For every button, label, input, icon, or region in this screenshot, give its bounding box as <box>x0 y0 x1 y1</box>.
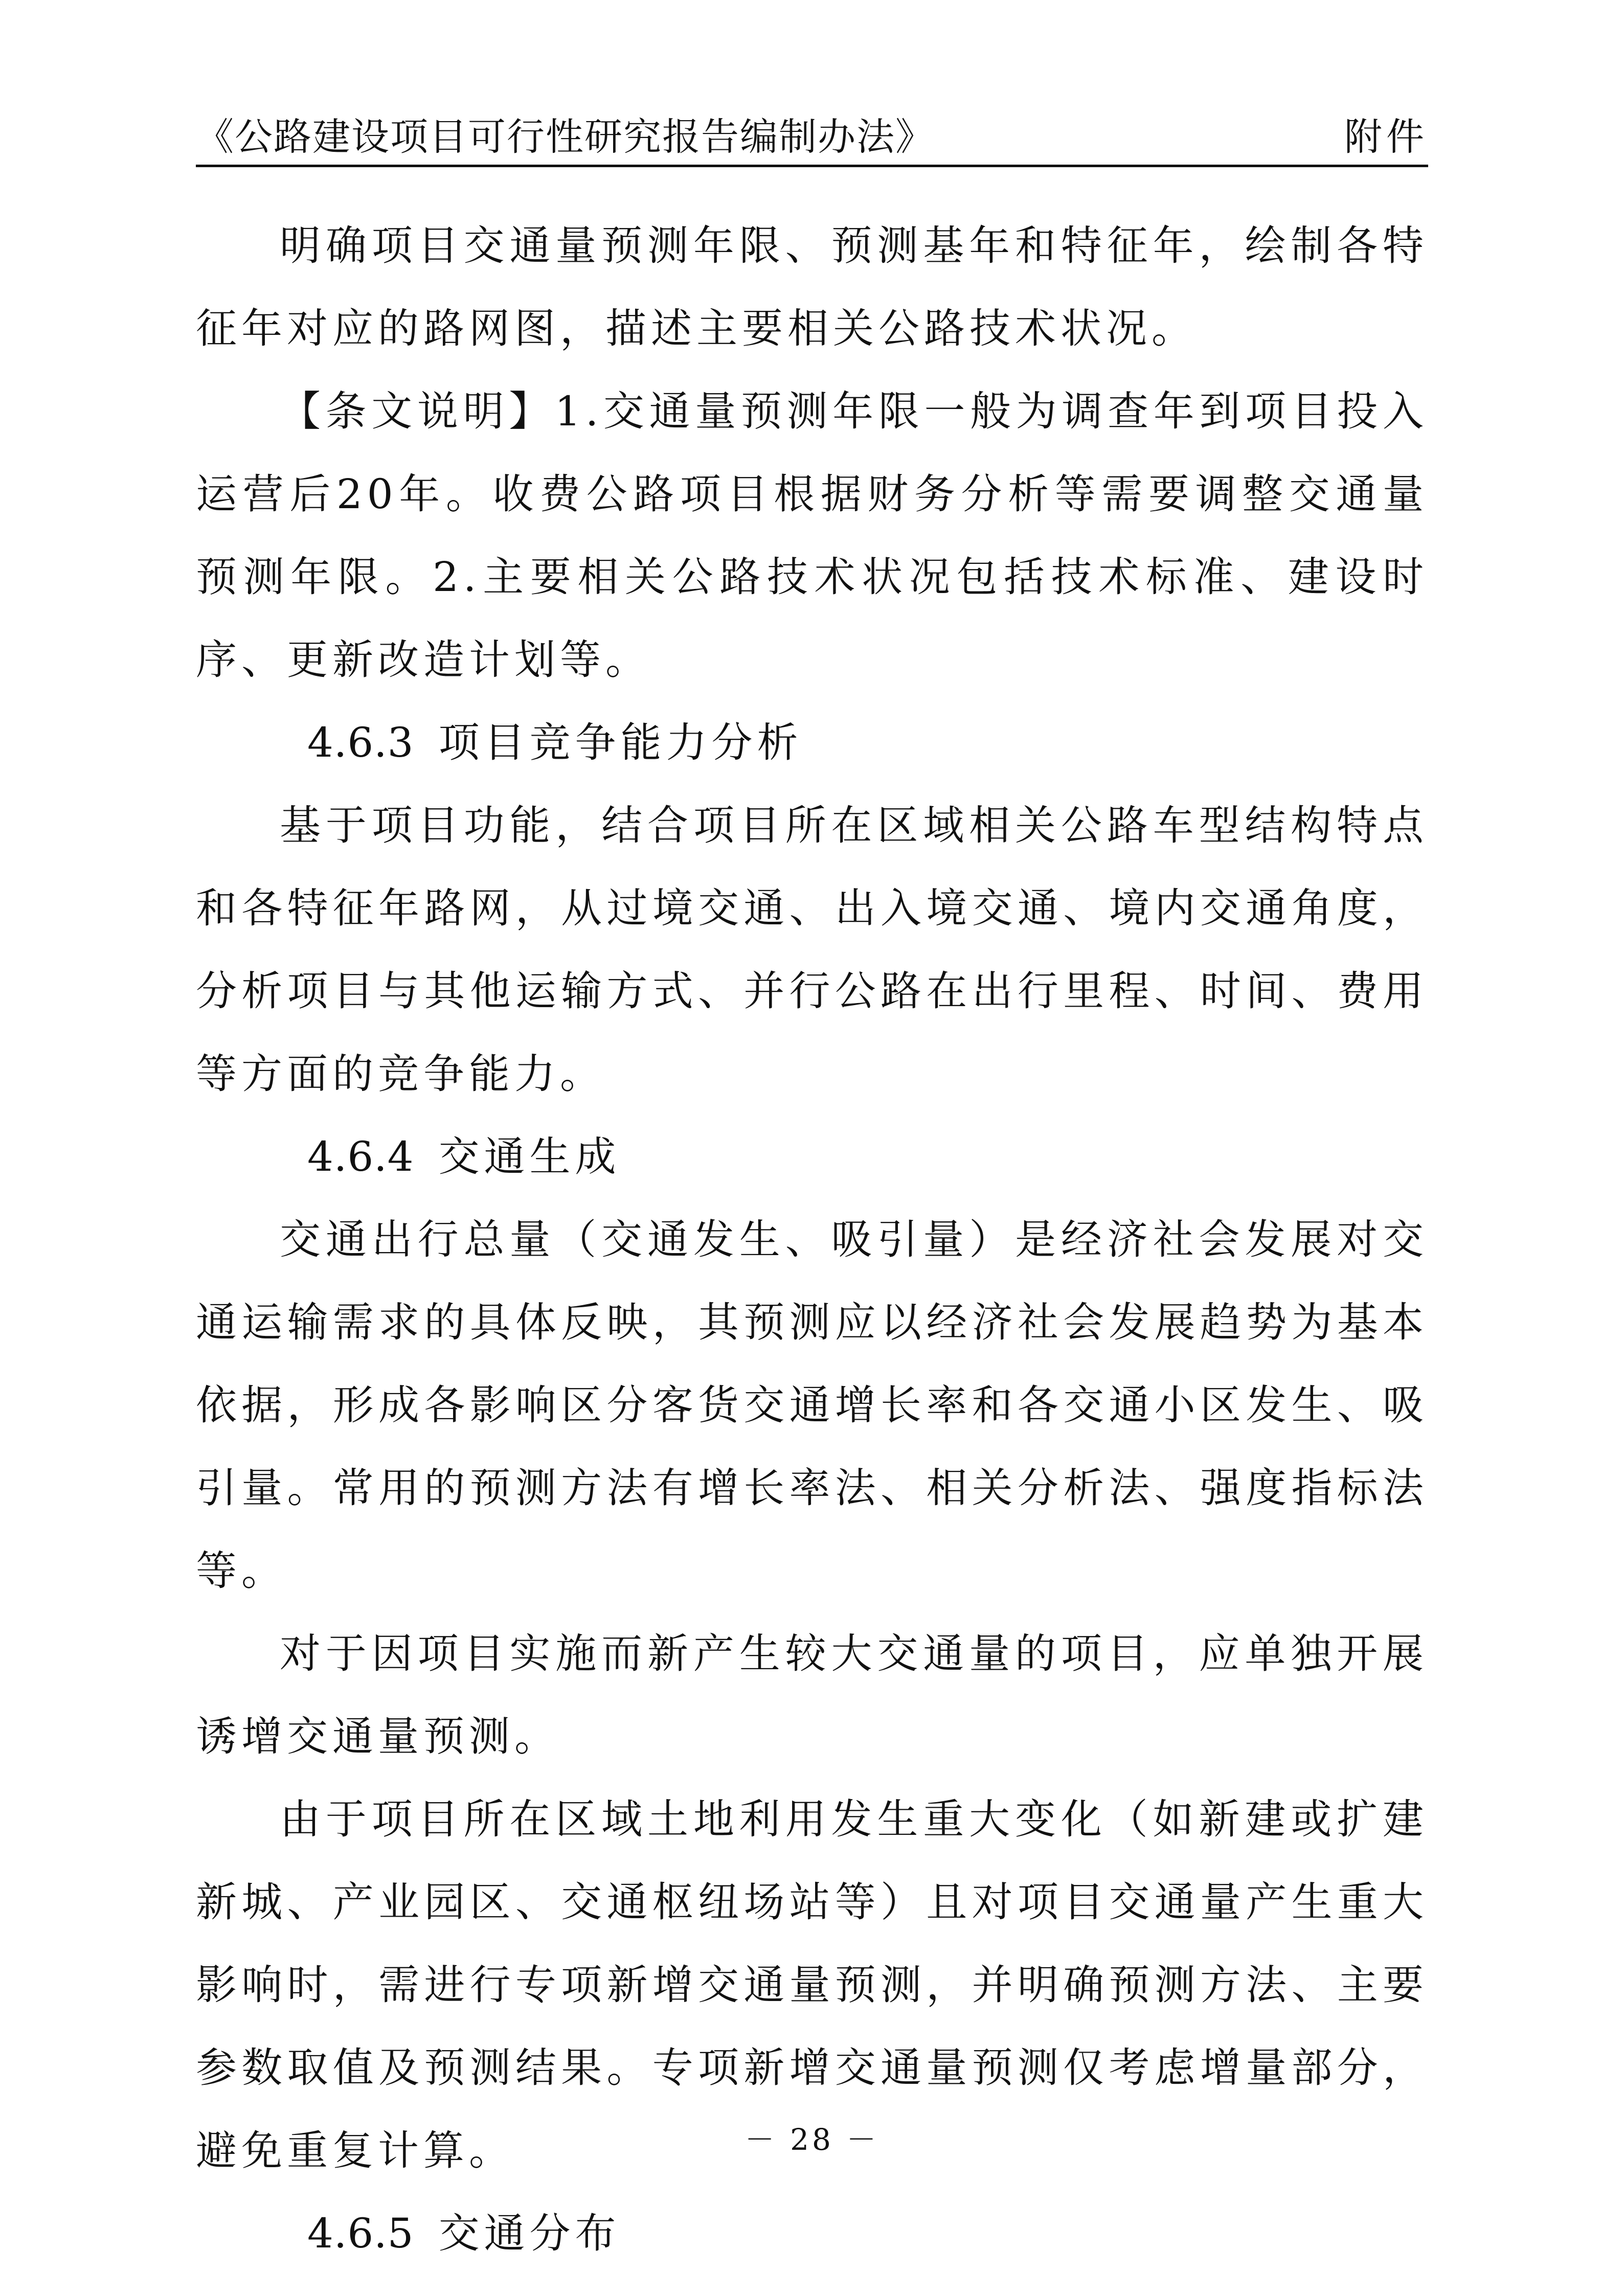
section-title: 交通生成 <box>438 1133 621 1180</box>
section-heading-4-6-4 <box>196 1116 1428 1198</box>
section-title: 项目竞争能力分析 <box>438 719 803 766</box>
paragraph-forecast-period: 明确项目交通量预测年限、预测基年和特征年，绘制各特征年对应的路网图，描述主要相关公路技术状况。 <box>196 222 1428 352</box>
section-number: 4.6.3 <box>307 719 414 766</box>
paragraph-special-new-traffic: 由于项目所在区域土地利用发生重大变化（如新建或扩建新城、产业园区、交通枢纽场站等）且对项目交通量产生重大影响时，需进行专项新增交通量预测，并明确预测方法、主要参数取值及预测结果。专项新增交通量预测仅考虑增量部分，避免重复计算。 <box>196 1795 1428 2174</box>
paragraph-clause-explanation: 【条文说明】1.交通量预测年限一般为调查年到项目投入运营后20年。收费公路项目根据财务分析等需要调整交通量预测年限。2.主要相关公路技术状况包括技术标准、建设时序、更新改造计划等。 <box>196 388 1428 684</box>
paragraph-traffic-generation: 交通出行总量（交通发生、吸引量）是经济社会发展对交通运输需求的具体反映，其预测应以经济社会发展趋势为基本依据，形成各影响区分客货交通增长率和各交通小区发生、吸引量。常用的预测方法有增长率法、相关分析法、强度指标法等。 <box>196 1216 1428 1595</box>
section-number: 4.6.5 <box>307 2210 414 2257</box>
page-number: － 28 － <box>745 2122 879 2157</box>
section-heading-4-6-5 <box>196 2192 1428 2275</box>
section-title: 交通分布 <box>438 2210 621 2257</box>
paragraph-competitiveness: 基于项目功能，结合项目所在区域相关公路车型结构特点和各特征年路网，从过境交通、出入境交通、境内交通角度，分析项目与其他运输方式、并行公路在出行里程、时间、费用等方面的竞争能力。 <box>196 802 1428 1098</box>
header-title: 《公路建设项目可行性研究报告编制办法》 <box>196 115 934 159</box>
section-number: 4.6.4 <box>307 1133 414 1180</box>
header-attachment-label: 附件 <box>1344 115 1428 159</box>
page-header <box>196 113 1428 161</box>
body-text <box>196 204 1428 2275</box>
header-rule <box>196 165 1428 167</box>
section-heading-4-6-3 <box>196 701 1428 784</box>
paragraph-induced-traffic: 对于因项目实施而新产生较大交通量的项目，应单独开展诱增交通量预测。 <box>196 1630 1428 1760</box>
